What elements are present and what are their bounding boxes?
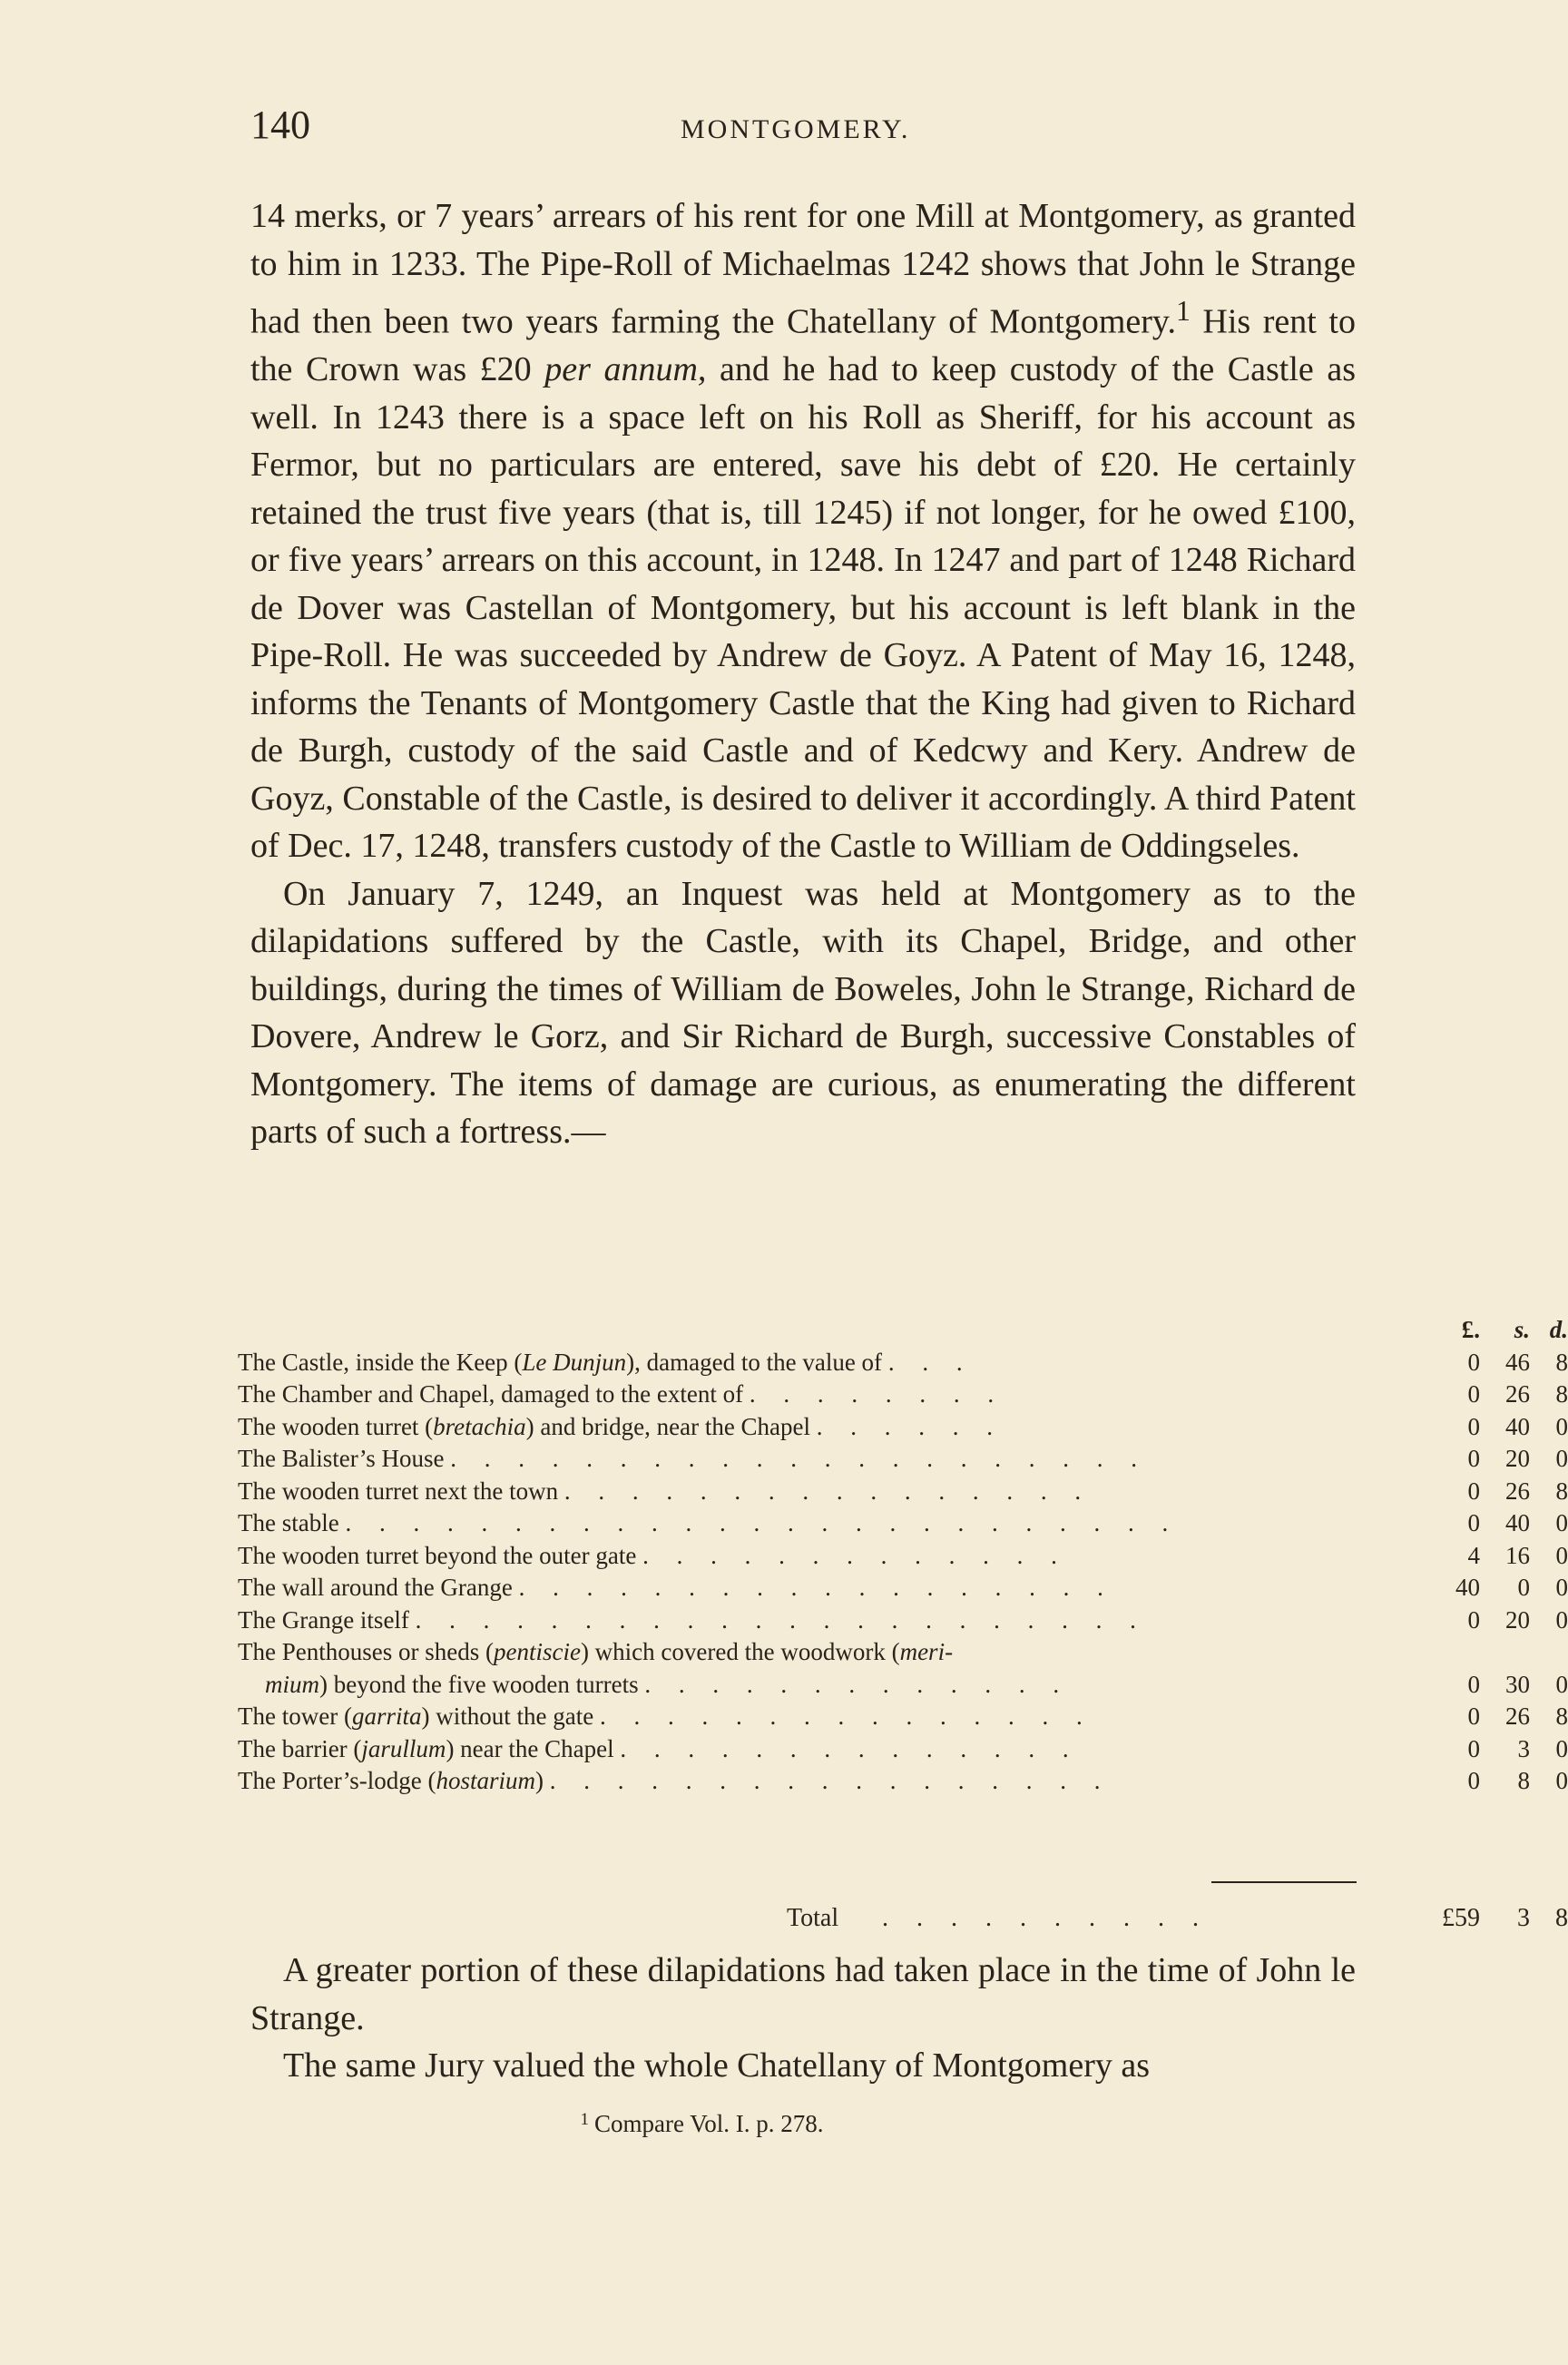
amount-pounds: 40 (1455, 1574, 1480, 1601)
amount-pence: 0 (1555, 1670, 1568, 1698)
total-row (238, 1900, 1568, 1937)
amount-pence: 0 (1555, 1509, 1568, 1536)
amount-pence: 8 (1555, 1477, 1568, 1505)
amount-pence: 8 (1555, 1380, 1568, 1408)
amount-shillings: 26 (1505, 1477, 1530, 1505)
table-row (238, 1636, 1356, 1669)
paragraph-1 (250, 192, 1356, 870)
item-description (238, 1379, 1227, 1411)
total-shillings: 3 (1517, 1904, 1530, 1932)
total-leader-dots: . . . . . . . . . . (882, 1904, 1210, 1932)
amount-shillings: 3 (1517, 1734, 1530, 1762)
footnote-text: Compare Vol. I. p. 278. (594, 2110, 824, 2137)
amount-pence: 0 (1555, 1734, 1568, 1762)
item-latin-term: mium (265, 1670, 319, 1698)
table-row (238, 1733, 1568, 1766)
item-text: The wall around the Grange (238, 1574, 513, 1601)
item-text: The Chamber and Chapel, damaged to the extent of (238, 1380, 744, 1408)
item-text: ) beyond the five wooden turrets (319, 1670, 639, 1698)
leader-dots: . . . . . . (816, 1412, 1004, 1440)
table-row (238, 1540, 1568, 1573)
item-text: ) without the gate (421, 1703, 594, 1730)
amount-pounds: 0 (1467, 1767, 1480, 1794)
item-text: ), damaged to the value of (626, 1348, 883, 1376)
leader-dots: . . . . . . . . . . . . . . . . . (549, 1767, 1112, 1794)
leader-dots: . . . . . . . . . . . . . . (620, 1734, 1080, 1762)
amount-pounds: 0 (1467, 1670, 1480, 1698)
item-latin-term: pentiscie (493, 1638, 581, 1665)
amount-pence: 8 (1555, 1703, 1568, 1730)
item-text: The Penthouses or sheds ( (238, 1638, 494, 1665)
total-label: Total (787, 1904, 839, 1932)
leader-dots: . . . . . . . . . . . . . . . . . . . . . (450, 1445, 1148, 1472)
total-pounds: £59 (1442, 1904, 1480, 1932)
table-row (238, 1476, 1568, 1508)
leader-dots: . . . (887, 1348, 974, 1376)
table-row (238, 1347, 1568, 1379)
amount-pence: 0 (1555, 1412, 1568, 1440)
page-number: 140 (250, 103, 310, 147)
closing-text (250, 1947, 1356, 2090)
item-text: ) (534, 1767, 544, 1794)
item-text: ) which covered the woodwork ( (580, 1638, 900, 1665)
table-body (238, 1347, 1568, 1798)
paragraph-4: The same Jury valued the whole Chatellany of Montgomery as (283, 2046, 1151, 2085)
paragraph-1-text: 14 merks, or 7 years’ arrears of his rent for one Mill at Montgomery, as granted to him in 1233. The Pipe-Roll of Michaelmas 1242 shows that John le Strange had then been two years farming the Chatellany of Montgomery. (250, 197, 1356, 341)
table-row (238, 1411, 1568, 1444)
table-row (238, 1443, 1568, 1476)
amount-pence: 0 (1555, 1574, 1568, 1601)
item-latin-term: bretachia (433, 1412, 526, 1440)
column-header-pounds: £. (1461, 1316, 1480, 1343)
item-latin-term: hostarium (436, 1767, 535, 1794)
amount-shillings: 20 (1505, 1605, 1530, 1634)
table-row (238, 1572, 1568, 1604)
amount-pence: 0 (1555, 1445, 1568, 1472)
item-text: The wooden turret beyond the outer gate (238, 1541, 637, 1569)
item-text: The stable (238, 1509, 339, 1536)
item-description (238, 1733, 1227, 1766)
amount-pounds: 0 (1467, 1605, 1480, 1634)
item-text: The wooden turret ( (238, 1412, 434, 1440)
paragraph-1-text-3: and he had to keep custody of the Castle as well. In 1243 there is a space left on his Roll as Sheriff, for his account as Fermor, but no particulars are entered, save his debt of £20. He certainly retained the trust five years (that is, till 1245) if not longer, for he owed £100, or five years’ arrears on this account, in 1248. In 1247 and part of 1248 Richard de Dover was Castellan of Montgomery, but his account is left blank in the Pipe-Roll. He was succeeded by Andrew de Goyz. A Patent of May 16, 1248, informs the Tenants of Montgomery Castle that the King had given to Richard de Burgh, custody of the said Castle and of Kedcwy and Kery. Andrew de Goyz, Constable of the Castle, is desired to deliver it accordingly. A third Patent of Dec. 17, 1248, transfers custody of the Castle to William de Oddingseles. (250, 350, 1356, 866)
table-row (238, 1765, 1568, 1798)
item-description (238, 1507, 1227, 1540)
item-text: The Balister’s House (238, 1445, 445, 1472)
column-header-shillings: s. (1514, 1316, 1530, 1343)
total-rule (1211, 1881, 1357, 1883)
item-text: The Castle, inside the Keep ( (238, 1348, 523, 1376)
item-latin-term: garrita (351, 1703, 422, 1730)
item-description (265, 1669, 1227, 1702)
item-description (238, 1604, 1227, 1637)
item-latin-term: jarullum (361, 1734, 446, 1762)
item-description (238, 1476, 1227, 1508)
column-header-pence: d. (1549, 1316, 1568, 1343)
amount-shillings: 46 (1505, 1348, 1530, 1376)
item-description (238, 1411, 1227, 1444)
main-text (250, 192, 1356, 1156)
item-latin-term: Le Dunjun (522, 1348, 627, 1376)
item-text: The tower ( (238, 1703, 352, 1730)
item-text: ) near the Chapel (446, 1734, 614, 1762)
running-head: MONTGOMERY. (681, 114, 911, 144)
leader-dots: . . . . . . . . . . . . . . . . (564, 1477, 1093, 1505)
item-description (238, 1701, 1227, 1733)
table-row (238, 1669, 1568, 1702)
amount-pounds: 0 (1467, 1703, 1480, 1730)
footnote (0, 2110, 1404, 2138)
table-row (238, 1701, 1568, 1733)
page-header (0, 102, 1404, 156)
paragraph-3: A greater portion of these dilapidations had taken place in the time of John le Strange. (250, 1951, 1356, 2037)
item-text: ) and bridge, near the Chapel (525, 1412, 811, 1440)
item-description (238, 1572, 1227, 1604)
amount-shillings: 30 (1505, 1670, 1530, 1698)
item-text: The Grange itself (238, 1605, 409, 1634)
item-description (238, 1443, 1227, 1476)
amount-pence: 0 (1555, 1605, 1568, 1634)
table-header-row (238, 1314, 1568, 1347)
item-description (238, 1765, 1227, 1798)
amount-shillings: 40 (1505, 1412, 1530, 1440)
item-text: The Porter’s-lodge ( (238, 1767, 436, 1794)
italic-per-annum: per annum, (544, 350, 707, 389)
item-text: The wooden turret next the town (238, 1477, 559, 1505)
amount-pounds: 0 (1467, 1412, 1480, 1440)
amount-pounds: 4 (1467, 1541, 1480, 1569)
item-description (238, 1347, 1227, 1379)
total-pence: 8 (1555, 1904, 1568, 1932)
item-latin-term: meri- (899, 1638, 954, 1665)
amount-pence: 0 (1555, 1541, 1568, 1569)
amount-pounds: 0 (1467, 1477, 1480, 1505)
table-row (238, 1379, 1568, 1411)
amount-shillings: 20 (1505, 1445, 1530, 1472)
item-description (238, 1636, 1227, 1669)
paragraph-2: On January 7, 1249, an Inquest was held at Montgomery as to the dilapidations suffered by the Castle, with its Chapel, Bridge, and other buildings, during the times of William de Boweles, John le Strange, Richard de Dovere, Andrew le Gorz, and Sir Richard de Burgh, successive Constables of Montgomery. The items of damage are curious, as enumerating the different parts of such a fortress.— (250, 874, 1356, 1152)
table-row (238, 1507, 1568, 1540)
amount-pounds: 0 (1467, 1348, 1480, 1376)
amount-shillings: 26 (1505, 1380, 1530, 1408)
dilapidations-table (238, 1314, 1568, 1798)
leader-dots: . . . . . . . . . . . . . . . . . . . . . . . . . (345, 1509, 1180, 1536)
amount-shillings: 8 (1517, 1767, 1530, 1794)
item-description (238, 1540, 1227, 1573)
table-row (238, 1604, 1568, 1637)
amount-shillings: 16 (1505, 1541, 1530, 1569)
amount-pounds: 0 (1467, 1509, 1480, 1536)
amount-shillings: 26 (1505, 1703, 1530, 1730)
amount-pounds: 0 (1467, 1734, 1480, 1762)
leader-dots: . . . . . . . . . . . . . . . (599, 1703, 1093, 1730)
amount-shillings: 40 (1505, 1509, 1530, 1536)
leader-dots: . . . . . . . . . . . . . (642, 1541, 1068, 1569)
leader-dots: . . . . . . . . . . . . . . . . . . (518, 1574, 1114, 1601)
leader-dots: . . . . . . . . . . . . . (644, 1670, 1071, 1698)
amount-pence: 0 (1555, 1767, 1568, 1794)
paragraph-1-text-2: His rent to the Crown was £20 (250, 302, 1356, 389)
leader-dots: . . . . . . . . (749, 1380, 1005, 1408)
item-text: The barrier ( (238, 1734, 362, 1762)
footnote-reference: 1 (1175, 295, 1191, 327)
leader-dots: . . . . . . . . . . . . . . . . . . . . . . (415, 1605, 1147, 1634)
amount-shillings: 0 (1517, 1574, 1530, 1601)
amount-pence: 8 (1555, 1348, 1568, 1376)
footnote-mark: 1 (580, 2110, 589, 2129)
amount-pounds: 0 (1467, 1380, 1480, 1408)
amount-pounds: 0 (1467, 1445, 1480, 1472)
